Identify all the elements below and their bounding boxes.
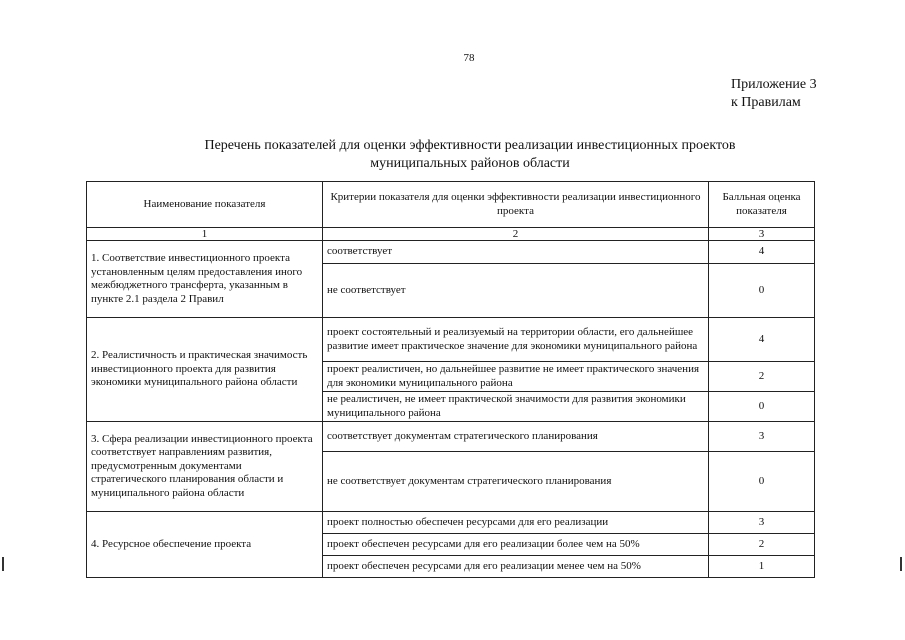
score-cell: 0: [709, 392, 815, 422]
criteria-table: [86, 181, 815, 578]
header-indicator-name: Наименование показателя: [87, 182, 323, 228]
table-row: [87, 241, 815, 264]
indicator-name: 4. Ресурсное обеспечение проекта: [87, 512, 323, 578]
score-cell: 2: [709, 534, 815, 556]
score-cell: 3: [709, 422, 815, 452]
appendix-line-1: Приложение 3: [731, 77, 817, 92]
column-number: 1: [87, 228, 323, 241]
score-cell: 4: [709, 318, 815, 362]
header-score: Балльная оценка показателя: [709, 182, 815, 228]
table-header-row: [87, 182, 815, 228]
document-title-line-1: Перечень показателей для оценки эффективности реализации инвестиционных проектов: [204, 138, 736, 153]
appendix-reference: [731, 76, 817, 112]
criterion-cell: проект обеспечен ресурсами для его реализации менее чем на 50%: [323, 556, 709, 578]
scan-edge-mark: [900, 557, 902, 571]
column-number: 2: [323, 228, 709, 241]
criterion-cell: не реалистичен, не имеет практической значимости для развития экономики муниципального района: [323, 392, 709, 422]
document-title: [120, 137, 820, 173]
document-title-line-2: муниципальных районов области: [370, 156, 570, 171]
score-cell: 0: [709, 452, 815, 512]
scan-edge-mark: [2, 557, 4, 571]
appendix-line-2: к Правилам: [731, 95, 801, 110]
criterion-cell: проект полностью обеспечен ресурсами для его реализации: [323, 512, 709, 534]
criterion-cell: проект обеспечен ресурсами для его реализации более чем на 50%: [323, 534, 709, 556]
score-cell: 1: [709, 556, 815, 578]
criterion-cell: проект реалистичен, но дальнейшее развитие не имеет практического значения для экономики муниципального района: [323, 362, 709, 392]
table-row: [87, 512, 815, 534]
page-number: 78: [463, 52, 475, 64]
table-row: [87, 318, 815, 362]
column-number: 3: [709, 228, 815, 241]
column-number-row: [87, 228, 815, 241]
score-cell: 4: [709, 241, 815, 264]
criterion-cell: соответствует документам стратегического планирования: [323, 422, 709, 452]
header-criteria: Критерии показателя для оценки эффективности реализации инвестиционного проекта: [323, 182, 709, 228]
table-row: [87, 422, 815, 452]
score-cell: 3: [709, 512, 815, 534]
score-cell: 0: [709, 264, 815, 318]
criterion-cell: проект состоятельный и реализуемый на территории области, его дальнейшее развитие имеет практическое значение для экономики муниципального района: [323, 318, 709, 362]
indicator-name: 1. Соответствие инвестиционного проекта установленным целям предоставления иного межбюджетного трансферта, указанным в пункте 2.1 раздела 2 Правил: [87, 241, 323, 318]
criterion-cell: соответствует: [323, 241, 709, 264]
score-cell: 2: [709, 362, 815, 392]
criterion-cell: не соответствует документам стратегического планирования: [323, 452, 709, 512]
criterion-cell: не соответствует: [323, 264, 709, 318]
indicator-name: 3. Сфера реализации инвестиционного проекта соответствует направлениям развития, предусмотренным документами стратегического планирования области и муниципального района области: [87, 422, 323, 512]
indicator-name: 2. Реалистичность и практическая значимость инвестиционного проекта для развития экономики муниципального района области: [87, 318, 323, 422]
